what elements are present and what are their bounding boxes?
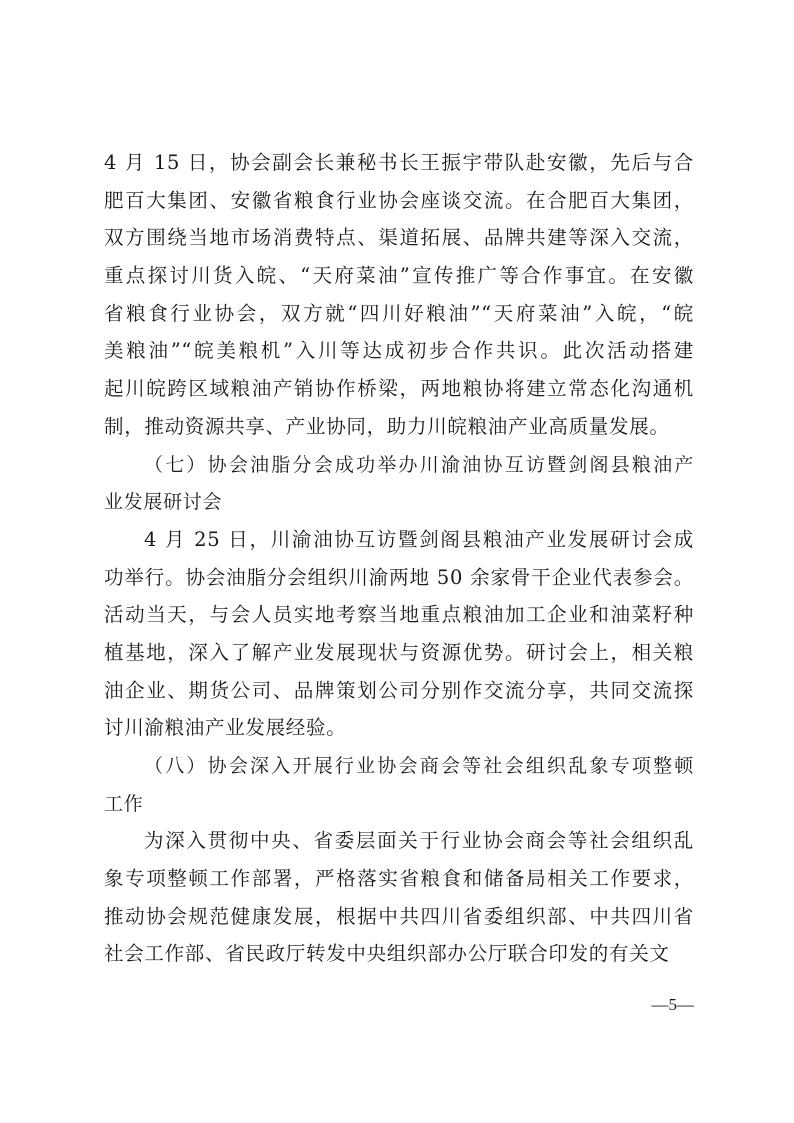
body-paragraph [104,826,694,977]
text-line: 业发展研讨会 [104,491,223,514]
text-line: 讨川渝粮油产业发展经验。 [104,716,347,740]
body-paragraph [104,525,694,751]
body-paragraph [104,148,694,450]
text-line: 4 月 15 日，协会副会长兼秘书长王振宇带队赴安徽，先后与合 [104,151,694,174]
text-line: （八）协会深入开展行业协会商会等社会组织乱象专项整顿 [144,755,694,777]
document-page [104,148,694,977]
text-line: 4 月 25 日，川渝油协互访暨剑阁县粮油产业发展研讨会成 [144,527,694,551]
text-line: 活动当天，与会人员实地考察当地重点粮油加工企业和油菜籽种 [104,603,694,627]
text-line: 双方围绕当地市场消费特点、渠道拓展、品牌共建等深入交流， [104,226,694,250]
section-heading [104,450,694,525]
text-line: 工作 [104,792,144,815]
text-line: 象专项整顿工作部署，严格落实省粮食和储备局相关工作要求， [104,867,694,891]
text-line: 省粮食行业协会，双方就“四川好粮油”“天府菜油”入皖，“皖 [104,301,694,325]
text-line: 制，推动资源共享、产业协同，助力川皖粮油产业高质量发展。 [104,414,670,438]
text-line: 推动协会规范健康发展，根据中共四川省委组织部、中共四川省 [104,904,694,928]
page-number: —5— [651,995,694,1014]
text-line: 重点探讨川货入皖、“天府菜油”宣传推广等合作事宜。在安徽 [104,264,694,288]
text-line: 起川皖跨区域粮油产销协作桥梁，两地粮协将建立常态化沟通机 [104,377,694,401]
text-line: （七）协会油脂分会成功举办川渝油协互访暨剑阁县粮油产 [144,453,694,476]
text-line: 为深入贯彻中央、省委层面关于行业协会商会等社会组织乱 [144,829,694,853]
text-line: 社会工作部、省民政厅转发中央组织部办公厅联合印发的有关文 [104,942,670,966]
section-heading [104,751,694,826]
text-line: 美粮油”“皖美粮机”入川等达成初步合作共识。此次活动搭建 [104,339,694,363]
text-line: 功举行。协会油脂分会组织川渝两地 50 余家骨干企业代表参会。 [104,565,694,589]
text-line: 植基地，深入了解产业发展现状与资源优势。研讨会上，相关粮 [104,640,694,664]
text-line: 油企业、期货公司、品牌策划公司分别作交流分享，共同交流探 [104,678,694,702]
text-line: 肥百大集团、安徽省粮食行业协会座谈交流。在合肥百大集团， [104,188,694,212]
